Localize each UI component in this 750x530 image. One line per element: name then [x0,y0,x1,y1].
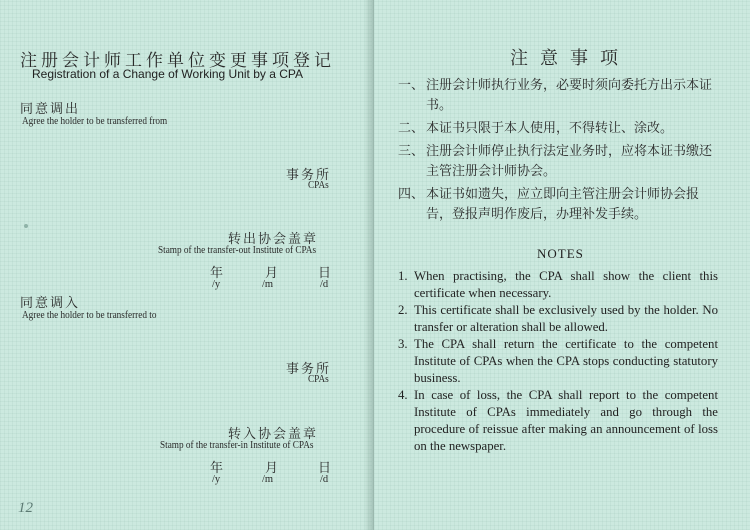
transfer-in-day-en: /d [320,474,329,485]
notes-item-number: 4. [398,388,408,402]
notice-item-zh [398,185,718,225]
notes-list-en [398,268,718,455]
notice-item-text: 本证书只限于本人使用，不得转让、涂改。 [426,121,674,136]
transfer-out-month-zh: 月 [265,266,279,281]
notes-item [398,336,718,387]
transfer-in-office-zh: 事务所 [286,362,332,377]
transfer-out-year-zh: 年 [210,266,224,281]
notice-item-number: 四、 [398,187,425,202]
transfer-in-stamp-en: Stamp of the transfer-in Institute of CPAs [160,440,314,451]
transfer-out-day-en: /d [320,279,329,290]
notice-title-zh: 注意事项 [510,48,630,69]
notes-item [398,387,718,455]
notes-item-text: In case of loss, the CPA shall report to the competent Institute of CPAs immediately and go through the procedure of reissue after making an announcement of loss on the newspaper. [414,388,718,453]
notice-item-text: 注册会计师停止执行法定业务时，应将本证书缴还主管注册会计师协会。 [426,144,713,179]
notes-item-text: When practising, the CPA shall show the client this certificate when necessary. [414,269,718,300]
notice-item-number: 二、 [398,121,425,136]
notice-item-number: 一、 [398,78,425,93]
transfer-in-month-en: /m [262,474,274,485]
transfer-out-stamp-en: Stamp of the transfer-out Institute of CPAs [158,245,317,256]
notice-list-zh [398,76,718,228]
transfer-out-label-zh: 同意调出 [20,102,81,117]
transfer-in-label-zh: 同意调入 [20,296,81,311]
transfer-out-office-zh: 事务所 [286,168,332,183]
transfer-in-year-zh: 年 [210,461,224,476]
notes-heading: NOTES [537,246,584,261]
page-number: 12 [18,500,33,516]
page-title-zh: 注册会计师工作单位变更事项登记 [20,51,335,71]
transfer-out-month-en: /m [262,279,274,290]
right-page [374,0,750,530]
transfer-in-day-zh: 日 [318,461,332,476]
transfer-out-year-en: /y [212,279,221,290]
transfer-in-year-en: /y [212,474,221,485]
left-page [0,0,372,530]
notice-item-zh [398,119,718,139]
notes-item-number: 3. [398,337,408,351]
transfer-out-day-zh: 日 [318,266,332,281]
notes-item-number: 2. [398,303,408,317]
transfer-in-label-en: Agree the holder to be transferred to [22,310,157,321]
notice-item-text: 本证书如遗失，应立即向主管注册会计师协会报告，登报声明作废后，办理补发手续。 [426,187,700,222]
notice-item-zh [398,142,718,182]
transfer-out-stamp-zh: 转出协会盖章 [228,232,319,247]
transfer-in-office-en: CPAs [308,374,329,385]
notice-item-number: 三、 [398,144,425,159]
notes-item [398,302,718,336]
notes-item-number: 1. [398,269,408,283]
notice-item-text: 注册会计师执行业务，必要时须向委托方出示本证书。 [426,78,713,113]
transfer-in-stamp-zh: 转入协会盖章 [228,427,319,442]
notes-item-text: The CPA shall return the certificate to the competent Institute of CPAs when the CPA stops conducting statutory business. [414,337,718,385]
notes-item [398,268,718,302]
print-dot [24,224,28,228]
notice-item-zh [398,76,718,116]
transfer-in-month-zh: 月 [265,461,279,476]
page-title-en: Registration of a Change of Working Unit by a CPA [32,67,304,81]
notes-item-text: This certificate shall be exclusively used by the holder. No transfer or alteration shall be allowed. [414,303,718,334]
transfer-out-label-en: Agree the holder to be transferred from [22,116,168,127]
transfer-out-office-en: CPAs [308,180,329,191]
